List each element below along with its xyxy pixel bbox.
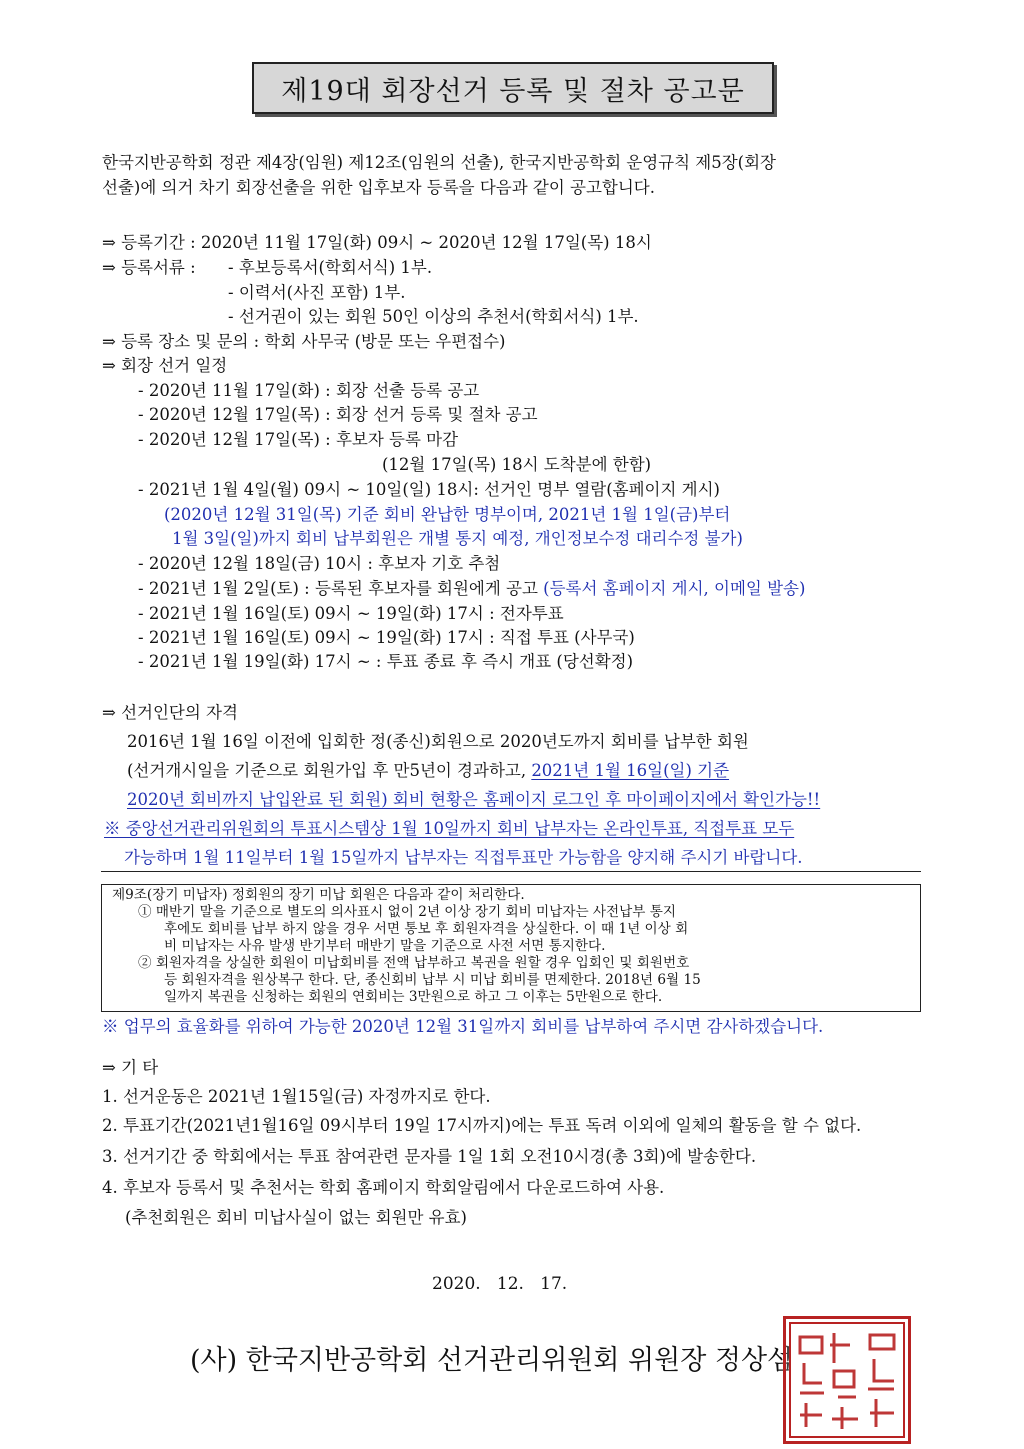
schedule-heading: ⇒ 회장 선거 일정	[102, 356, 228, 375]
misc-item: 1. 선거운동은 2021년 1월15일(금) 자정까지로 한다.	[102, 1087, 491, 1106]
schedule-item: - 2020년 11월 17일(화) : 회장 선출 등록 공고	[138, 381, 480, 400]
article9-line: 제9조(장기 미납자) 정회원의 장기 미납 회원은 다음과 같이 처리한다.	[112, 887, 525, 903]
article9-line: ① 매반기 말을 기준으로 별도의 의사표시 없이 2년 이상 장기 회비 미납자는 사전납부 통지	[138, 904, 677, 920]
schedule-item-text: - 2021년 1월 2일(토) : 등록된 후보자를 회원에게 공고	[138, 579, 538, 598]
signature-line: (사) 한국지반공학회 선거관리위원회 위원장 정상섬	[190, 1345, 794, 1376]
article9-line: 비 미납자는 사유 발생 반기부터 매반기 말을 기준으로 사전 서면 통지한다.	[164, 938, 606, 954]
eligibility-blue-text: 2021년 1월 16일(일) 기준	[531, 761, 730, 780]
eligibility-text: (선거개시일을 기준으로 회원가입 후 만5년이 경과하고,	[127, 761, 527, 780]
registration-doc-item: - 이력서(사진 포함) 1부.	[228, 283, 406, 302]
page-title: 제19대 회장선거 등록 및 절차 공고문	[252, 62, 774, 114]
schedule-item: - 2021년 1월 16일(토) 09시 ~ 19일(화) 17시 : 직접 투표 (사무국)	[138, 628, 635, 647]
schedule-item: - 2021년 1월 16일(토) 09시 ~ 19일(화) 17시 : 전자투표	[138, 604, 564, 623]
schedule-item-note: (12월 17일(목) 18시 도착분에 한함)	[382, 455, 652, 474]
misc-item: 3. 선거기간 중 학회에서는 투표 참여관련 문자를 1일 1회 오전10시경(총 3회)에 발송한다.	[102, 1147, 757, 1166]
article9-box	[101, 884, 921, 1012]
schedule-blue-note: (2020년 12월 31일(목) 기준 회비 완납한 명부이며, 2021년 1월 1일(금)부터	[164, 505, 731, 524]
registration-doc-item: - 선거권이 있는 회원 50인 이상의 추천서(학회서식) 1부.	[228, 307, 639, 326]
intro-line-2: 선출)에 의거 차기 회장선출을 위한 입후보자 등록을 다음과 같이 공고합니다.	[102, 178, 655, 197]
misc-item-note: (추천회원은 회비 미납사실이 없는 회원만 유효)	[125, 1208, 467, 1227]
registration-place: ⇒ 등록 장소 및 문의 : 학회 사무국 (방문 또는 우편접수)	[102, 332, 506, 351]
voting-notice: ※ 중앙선거관리위원회의 투표시스템상 1월 10일까지 회비 납부자는 온라인투표, 직접투표 모두	[104, 819, 795, 838]
intro-line-1: 한국지반공학회 정관 제4장(임원) 제12조(임원의 선출), 한국지반공학회 운영규칙 제5장(회장	[102, 153, 777, 172]
article9-line: 등 회원자격을 원상복구 한다. 단, 종신회비 납부 시 미납 회비를 면제한다. 2018년 6월 15	[164, 972, 701, 988]
efficiency-notice: ※ 업무의 효율화를 위하여 가능한 2020년 12월 31일까지 회비를 납부하여 주시면 감사하겠습니다.	[102, 1017, 824, 1036]
registration-doc-item: - 후보등록서(학회서식) 1부.	[228, 258, 433, 277]
misc-heading: ⇒ 기 타	[102, 1058, 159, 1077]
registration-docs-label: ⇒ 등록서류 :	[102, 258, 196, 277]
seal-icon	[786, 1319, 908, 1441]
eligibility-line: 2020년 회비까지 납입완료 된 회원) 회비 현황은 홈페이지 로그인 후 마이페이지에서 확인가능!!	[127, 790, 821, 809]
voting-notice: 가능하며 1월 11일부터 1월 15일까지 납부자는 직접투표만 가능함을 양지해 주시기 바랍니다.	[124, 848, 803, 867]
article9-line: 후에도 회비를 납부 하지 않을 경우 서면 통보 후 회원자격을 상실한다. 이 때 1년 이상 회	[164, 921, 689, 937]
misc-item: 2. 투표기간(2021년1월16일 09시부터 19일 17시까지)에는 투표 독려 이외에 일체의 활동을 할 수 없다.	[102, 1116, 862, 1135]
notice-date: 2020. 12. 17.	[432, 1274, 568, 1294]
schedule-item	[138, 578, 805, 600]
schedule-blue-note: (등록서 홈페이지 게시, 이메일 발송)	[543, 579, 806, 598]
schedule-item: - 2020년 12월 17일(목) : 후보자 등록 마감	[138, 430, 459, 449]
schedule-item: - 2020년 12월 18일(금) 10시 : 후보자 기호 추첨	[138, 554, 501, 573]
schedule-item: - 2021년 1월 19일(화) 17시 ~ : 투표 종료 후 즉시 개표 (당선확정)	[138, 652, 634, 671]
divider	[101, 871, 921, 872]
schedule-blue-note: 1월 3일(일)까지 회비 납부회원은 개별 통지 예정, 개인정보수정 대리수정 불가)	[172, 529, 743, 548]
eligibility-line: 2016년 1월 16일 이전에 입회한 정(종신)회원으로 2020년도까지 회비를 납부한 회원	[127, 732, 749, 751]
schedule-item: - 2021년 1월 4일(월) 09시 ~ 10일(일) 18시: 선거인 명부 열람(홈페이지 게시)	[138, 480, 720, 499]
official-seal	[783, 1316, 911, 1444]
eligibility-line	[127, 760, 729, 782]
article9-line: 일까지 복권을 신청하는 회원의 연회비는 3만원으로 하고 그 이후는 5만원으로 한다.	[164, 989, 663, 1005]
misc-item: 4. 후보자 등록서 및 추천서는 학회 홈페이지 학회알림에서 다운로드하여 사용.	[102, 1178, 665, 1197]
schedule-item: - 2020년 12월 17일(목) : 회장 선거 등록 및 절차 공고	[138, 405, 538, 424]
registration-period: ⇒ 등록기간 : 2020년 11월 17일(화) 09시 ~ 2020년 12월 17일(목) 18시	[102, 233, 652, 252]
eligibility-heading: ⇒ 선거인단의 자격	[102, 703, 238, 722]
article9-line: ② 회원자격을 상실한 회원이 미납회비를 전액 납부하고 복권을 원할 경우 입회인 및 회원번호	[138, 955, 690, 971]
